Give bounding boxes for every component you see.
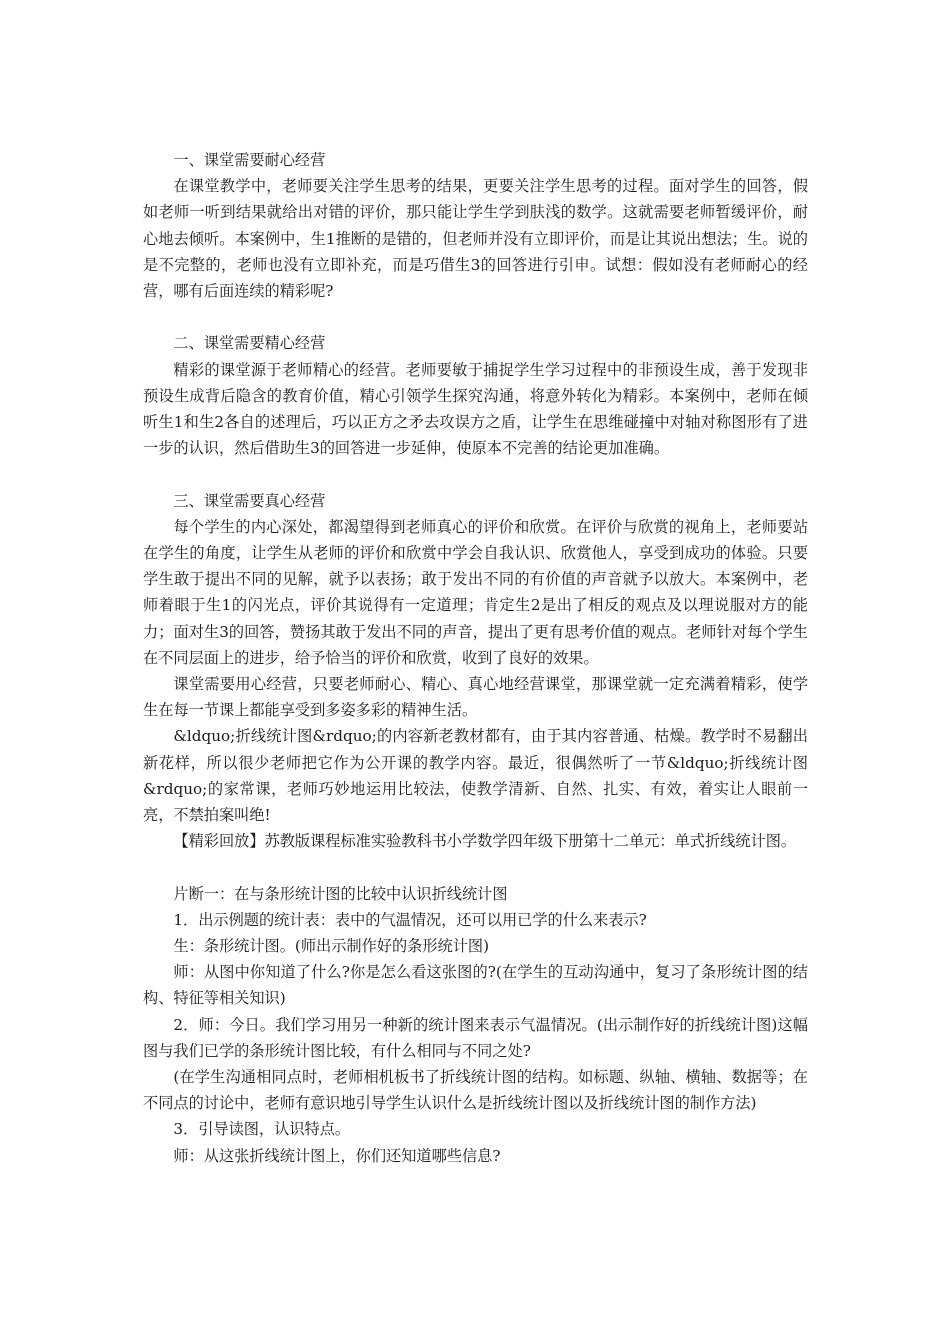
- paragraph: (在学生沟通相同点时，老师相机板书了折线统计图的结构。如标题、纵轴、横轴、数据等；在不同点的讨论中，老师有意识地引导学生认识什么是折线统计图以及折线统计图的制作方法): [143, 1068, 808, 1113]
- paragraph: &ldquo;折线统计图&rdquo;的内容新老教材都有，由于其内容普通、枯燥。教学时不易翻出新花样，所以很少老师把它作为公开课的教学内容。最近，很偶然听了一节&ldquo;折线统计图&rdquo;的家常课，老师巧妙地运用比较法，使教学清新、自然、扎实、有效，着实让人眼前一亮，不禁拍案叫绝!: [143, 727, 808, 825]
- section-heading-3: 三、课堂需要真心经营: [173, 491, 326, 510]
- paragraph: 生：条形统计图。(师出示制作好的条形统计图): [173, 937, 489, 956]
- paragraph: 精彩的课堂源于老师精心的经营。老师要敏于捕捉学生学习过程中的非预设生成，善于发现非预设生成背后隐含的教育价值，精心引领学生探究沟通，将意外转化为精彩。本案例中，老师在倾听生1和生2各自的述理后，巧以正方之矛去攻误方之盾，让学生在思维碰撞中对轴对称图形有了进一步的认识，然后借助生3的回答进一步延伸，使原本不完善的结论更加准确。: [143, 360, 808, 458]
- blank-line: [143, 854, 808, 880]
- paragraph: 3．引导读图，认识特点。: [173, 1120, 351, 1139]
- paragraph: 课堂需要用心经营，只要老师耐心、精心、真心地经营课堂，那课堂就一定充满着精彩，使学生在每一节课上都能享受到多姿多彩的精神生活。: [143, 675, 808, 720]
- fragment-heading: 片断一：在与条形统计图的比较中认识折线统计图: [173, 884, 508, 903]
- paragraph: 师：从图中你知道了什么?你是怎么看这张图的?(在学生的互动沟通中，复习了条形统计图的结构、特征等相关知识): [143, 963, 808, 1008]
- paragraph: 在课堂教学中，老师要关注学生思考的结果，更要关注学生思考的过程。面对学生的回答，假如老师一听到结果就给出对错的评价，那只能让学生学到肤浅的数学。这就需要老师暂缓评价，耐心地去倾听。本案例中，生1推断的是错的，但老师并没有立即评价，而是让其说出想法；生。说的是不完整的，老师也没有立即补充，而是巧借生3的回答进行引申。试想：假如没有老师耐心的经营，哪有后面连续的精彩呢?: [143, 177, 808, 301]
- paragraph: 每个学生的内心深处，都渴望得到老师真心的评价和欣赏。在评价与欣赏的视角上，老师要站在学生的角度，让学生从老师的评价和欣赏中学会自我认识、欣赏他人，享受到成功的体验。只要学生敢于提出不同的见解，就予以表扬；敢于发出不同的有价值的声音就予以放大。本案例中，老师着眼于生1的闪光点，评价其说得有一定道理；肯定生2是出了相反的观点及以理说服对方的能力；面对生3的回答，赞扬其敢于发出不同的声音，提出了更有思考价值的观点。老师针对每个学生在不同层面上的进步，给予恰当的评价和欣赏，收到了良好的效果。: [143, 517, 808, 667]
- section-heading-2: 二、课堂需要精心经营: [173, 334, 326, 353]
- paragraph: 2．师：今日。我们学习用另一种新的统计图来表示气温情况。(出示制作好的折线统计图)这幅图与我们已学的条形统计图比较，有什么相同与不同之处?: [143, 1015, 808, 1060]
- document-body: [143, 147, 808, 1169]
- paragraph: 师：从这张折线统计图上，你们还知道哪些信息?: [173, 1146, 501, 1165]
- blank-line: [143, 461, 808, 487]
- paragraph: 【精彩回放】苏教版课程标准实验教科书小学数学四年级下册第十二单元：单式折线统计图。: [173, 832, 797, 851]
- blank-line: [143, 304, 808, 330]
- section-heading-1: 一、课堂需要耐心经营: [173, 151, 326, 169]
- paragraph: 1．出示例题的统计表：表中的气温情况，还可以用已学的什么来表示?: [173, 910, 647, 929]
